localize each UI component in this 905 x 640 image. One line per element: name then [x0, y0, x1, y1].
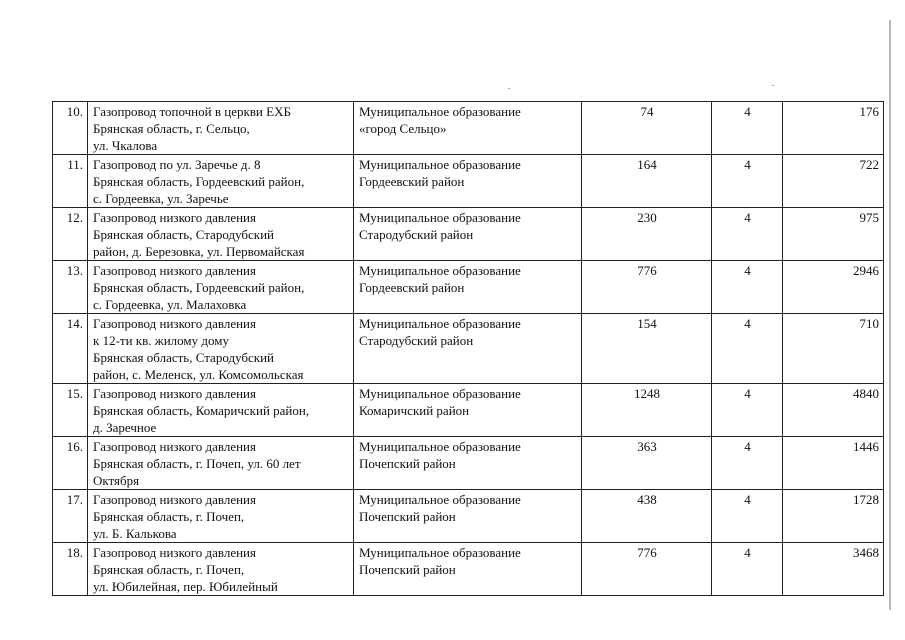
value-amount: 710	[783, 314, 884, 384]
owner-entity	[354, 543, 582, 596]
object-description	[88, 543, 354, 596]
owner-entity	[354, 437, 582, 490]
object-line: Брянская область, г. Сельцо,	[93, 121, 250, 136]
length-value: 776	[582, 543, 712, 596]
table-row	[53, 314, 884, 384]
table-row	[53, 155, 884, 208]
object-description	[88, 314, 354, 384]
object-line: Газопровод низкого давления	[93, 210, 256, 225]
object-line: ул. Б. Калькова	[93, 526, 177, 541]
row-number: 13.	[53, 261, 88, 314]
owner-entity	[354, 208, 582, 261]
table-row	[53, 437, 884, 490]
object-line: Брянская область, Комаричский район,	[93, 403, 310, 418]
owner-line: Почепский район	[359, 456, 456, 471]
row-number: 14.	[53, 314, 88, 384]
length-value: 438	[582, 490, 712, 543]
object-line: Брянская область, Гордеевский район,	[93, 280, 305, 295]
value-amount: 2946	[783, 261, 884, 314]
object-description	[88, 490, 354, 543]
object-line: Газопровод низкого давления	[93, 439, 256, 454]
object-line: район, с. Меленск, ул. Комсомольская	[93, 367, 304, 382]
row-number: 16.	[53, 437, 88, 490]
object-line: к 12-ти кв. жилому дому	[93, 333, 229, 348]
table-row	[53, 490, 884, 543]
owner-line: Стародубский район	[359, 227, 474, 242]
object-line: Газопровод низкого давления	[93, 386, 256, 401]
table-body	[53, 102, 884, 596]
length-value: 230	[582, 208, 712, 261]
pressure-value: 4	[712, 155, 783, 208]
scan-edge-line	[889, 20, 891, 610]
length-value: 776	[582, 261, 712, 314]
owner-line: Стародубский район	[359, 333, 474, 348]
object-line: д. Заречное	[93, 420, 157, 435]
object-description	[88, 102, 354, 155]
row-number: 15.	[53, 384, 88, 437]
pressure-value: 4	[712, 490, 783, 543]
table-row	[53, 102, 884, 155]
owner-line: Муниципальное образование	[359, 439, 521, 454]
object-description	[88, 437, 354, 490]
object-line: с. Гордеевка, ул. Малаховка	[93, 297, 247, 312]
object-description	[88, 208, 354, 261]
object-line: Газопровод низкого давления	[93, 545, 256, 560]
pressure-value: 4	[712, 102, 783, 155]
value-amount: 1728	[783, 490, 884, 543]
object-line: Брянская область, Гордеевский район,	[93, 174, 305, 189]
object-line: Газопровод низкого давления	[93, 263, 256, 278]
owner-line: Гордеевский район	[359, 174, 465, 189]
row-number: 11.	[53, 155, 88, 208]
object-description	[88, 155, 354, 208]
object-line: район, д. Березовка, ул. Первомайская	[93, 244, 305, 259]
object-description	[88, 261, 354, 314]
owner-line: Муниципальное образование	[359, 263, 521, 278]
owner-entity	[354, 314, 582, 384]
owner-line: Муниципальное образование	[359, 386, 521, 401]
object-line: ул. Чкалова	[93, 138, 158, 153]
object-line: Брянская область, г. Почеп,	[93, 562, 245, 577]
owner-line: Почепский район	[359, 562, 456, 577]
value-amount: 975	[783, 208, 884, 261]
row-number: 17.	[53, 490, 88, 543]
length-value: 74	[582, 102, 712, 155]
length-value: 1248	[582, 384, 712, 437]
owner-line: «город Сельцо»	[359, 121, 447, 136]
owner-entity	[354, 384, 582, 437]
scan-speck	[508, 88, 510, 89]
length-value: 154	[582, 314, 712, 384]
owner-line: Почепский район	[359, 509, 456, 524]
object-line: Брянская область, г. Почеп,	[93, 509, 245, 524]
table-row	[53, 261, 884, 314]
row-number: 12.	[53, 208, 88, 261]
owner-line: Муниципальное образование	[359, 157, 521, 172]
pressure-value: 4	[712, 384, 783, 437]
owner-entity	[354, 490, 582, 543]
table-row	[53, 543, 884, 596]
object-line: Брянская область, Стародубский	[93, 227, 275, 242]
owner-line: Муниципальное образование	[359, 104, 521, 119]
owner-line: Муниципальное образование	[359, 316, 521, 331]
row-number: 10.	[53, 102, 88, 155]
object-line: Газопровод низкого давления	[93, 316, 256, 331]
pressure-value: 4	[712, 437, 783, 490]
value-amount: 4840	[783, 384, 884, 437]
pressure-value: 4	[712, 314, 783, 384]
object-line: Газопровод низкого давления	[93, 492, 256, 507]
scan-speck	[772, 85, 774, 86]
length-value: 363	[582, 437, 712, 490]
object-line: Октября	[93, 473, 140, 488]
owner-line: Муниципальное образование	[359, 545, 521, 560]
value-amount: 176	[783, 102, 884, 155]
owner-entity	[354, 155, 582, 208]
owner-line: Гордеевский район	[359, 280, 465, 295]
length-value: 164	[582, 155, 712, 208]
owner-entity	[354, 102, 582, 155]
object-line: Газопровод по ул. Заречье д. 8	[93, 157, 261, 172]
value-amount: 1446	[783, 437, 884, 490]
value-amount: 722	[783, 155, 884, 208]
owner-line: Муниципальное образование	[359, 210, 521, 225]
object-description	[88, 384, 354, 437]
owner-entity	[354, 261, 582, 314]
pressure-value: 4	[712, 543, 783, 596]
pressure-value: 4	[712, 261, 783, 314]
table-row	[53, 384, 884, 437]
row-number: 18.	[53, 543, 88, 596]
owner-line: Комаричский район	[359, 403, 470, 418]
pressure-value: 4	[712, 208, 783, 261]
owner-line: Муниципальное образование	[359, 492, 521, 507]
object-line: Брянская область, г. Почеп, ул. 60 лет	[93, 456, 301, 471]
table-row	[53, 208, 884, 261]
object-line: с. Гордеевка, ул. Заречье	[93, 191, 229, 206]
gas-pipeline-table	[52, 101, 884, 596]
object-line: Брянская область, Стародубский	[93, 350, 275, 365]
object-line: ул. Юбилейная, пер. Юбилейный	[93, 579, 278, 594]
object-line: Газопровод топочной в церкви ЕХБ	[93, 104, 291, 119]
value-amount: 3468	[783, 543, 884, 596]
